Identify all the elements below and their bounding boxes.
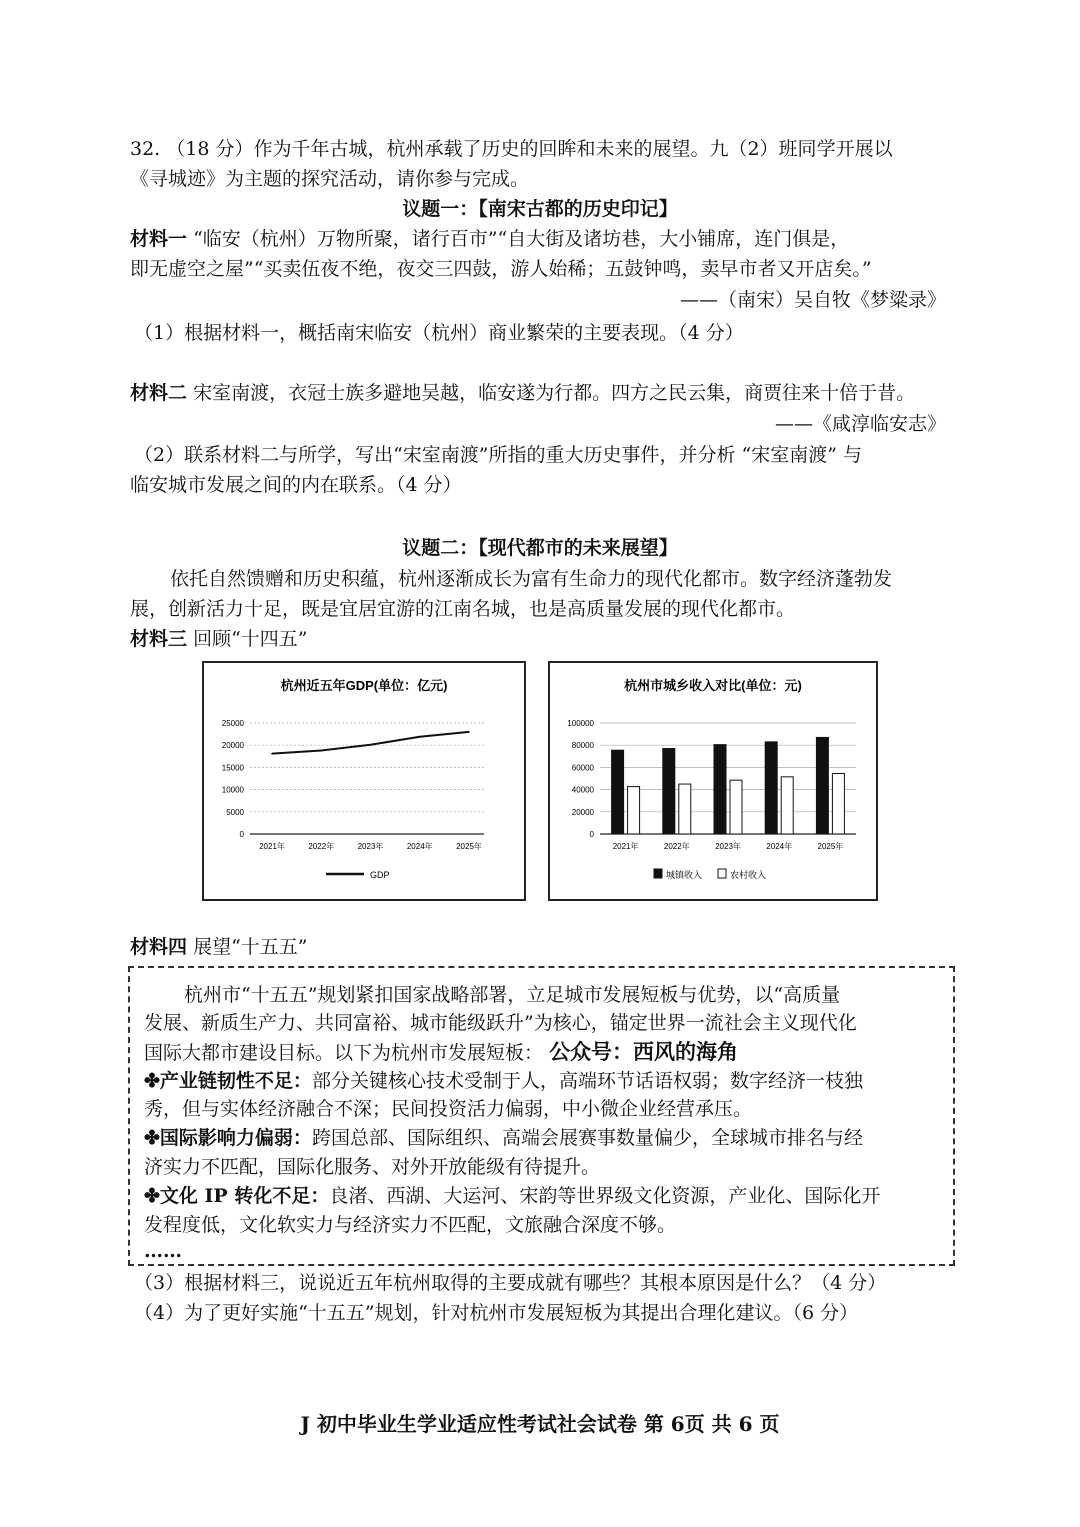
gdp-y-tick-label: 15000 [221,763,244,773]
bullet2-title: 国际影响力偏弱： [159,1127,312,1149]
material1-text1: “临安（杭州）万物所聚，诸行百市”“自大街及诸坊巷，大小铺席，连门俱是， [193,228,850,250]
material1-label: 材料一 [130,228,188,250]
urban-income-bar [663,749,675,834]
income-x-tick-label: 2021年 [612,842,639,851]
gdp-chart-title: 杭州近五年GDP(单位：亿元) [280,678,448,693]
gdp-x-tick-label: 2023年 [357,842,384,851]
box-ellipsis: …… [144,1240,182,1262]
income-x-tick-label: 2024年 [766,842,793,851]
page-footer: J 初中毕业生学业适应性考试社会试卷 第 6页 共 6 页 [300,1412,780,1436]
bullet2-text1: 跨国总部、国际组织、高端会展赛事数量偏少，全球城市排名与经 [311,1127,863,1149]
bullet2-line2: 济实力不匹配，国际化服务、对外开放能级有待提升。 [144,1156,601,1178]
material1-source: ——（南宋）吴自牧《梦粱录》 [679,289,946,311]
material3-line [130,626,308,652]
bullet3-title: 文化 IP 转化不足： [159,1185,330,1207]
box-paragraph-text3: 国际大都市建设目标。以下为杭州市发展短板： [144,1042,544,1064]
income-chart [548,661,878,901]
material1-line2: 即无虚空之屋”“买卖伍夜不绝，夜交三四鼓，游人始稀；五鼓钟鸣，卖早市者又开店矣。” [130,258,872,280]
income-legend-swatch [718,869,726,878]
question-32-line1: 32. （18 分）作为千年古城，杭州承载了历史的回眸和未来的展望。九（2）班同学开展以 [130,138,893,160]
rural-income-bar [832,774,844,834]
material4-text: 展望“十五五” [193,936,308,958]
income-legend-swatch [654,869,662,878]
question-2-line1: （2）联系材料二与所学，写出“宋室南渡”所指的重大历史事件，并分析 “宋室南渡” 与 [134,444,863,466]
question-32-line2: 《寻城迹》为主题的探究活动，请你参与完成。 [130,168,530,190]
gdp-chart-svg [204,663,524,899]
gdp-x-tick-label: 2025年 [456,842,482,851]
question-2-line2: 临安城市发展之间的内在联系。（4 分） [130,474,462,496]
urban-income-bar [816,737,828,834]
gdp-data-point [468,731,470,733]
gdp-data-point [419,736,421,738]
income-chart-svg [550,663,876,899]
material2-line [130,380,915,406]
topic1-title: 议题一：【南宋古都的历史印记】 [402,198,678,220]
income-x-tick-label: 2022年 [663,842,690,851]
bullet2-line1 [144,1125,863,1151]
gdp-y-tick-label: 0 [239,830,244,839]
rural-income-bar [781,777,793,834]
question-1: （1）根据材料一，概括南宋临安（杭州）商业繁荣的主要表现。（4 分） [134,322,744,344]
income-chart-title: 杭州市城乡收入对比(单位：元) [624,678,802,693]
topic2-intro2: 展，创新活力十足，既是宜居宜游的江南名城，也是高质量发展的现代化都市。 [130,598,796,620]
gdp-x-tick-label: 2021年 [259,842,285,851]
income-y-tick-label: 80000 [571,741,594,751]
bullet1-icon: ✤ [144,1070,160,1092]
material2-source: ——《咸淳临安志》 [774,413,946,435]
box-paragraph-line2: 发展、新质生产力、共同富裕、城市能级跃升”为核心，锚定世界一流社会主义现代化 [144,1012,857,1034]
income-y-tick-label: 60000 [571,763,594,773]
topic2-title: 议题二：【现代都市的未来展望】 [402,537,678,559]
bullet2-icon: ✤ [144,1127,160,1149]
urban-income-bar [612,750,624,834]
bullet1-title: 产业链韧性不足： [159,1070,312,1092]
bullet3-text1: 良渚、西湖、大运河、宋韵等世界级文化资源，产业化、国际化开 [329,1185,881,1207]
box-paragraph-line1: 杭州市“十五五”规划紧扣国家战略部署，立足城市发展短板与优势，以“高质量 [184,984,841,1006]
question-3: （3）根据材料三，说说近五年杭州取得的主要成就有哪些？其根本原因是什么？（4 分） [134,1272,887,1294]
material3-label: 材料三 [130,628,188,650]
bullet1-text1: 部分关键核心技术受制于人，高端环节话语权弱；数字经济一枝独 [311,1070,863,1092]
gdp-data-point [370,744,372,746]
rural-income-bar [679,784,691,834]
bullet1-line2: 秀，但与实体经济融合不深；民间投资活力偏弱，中小微企业经营承压。 [144,1098,753,1120]
rural-income-bar [730,780,742,834]
gdp-x-tick-label: 2024年 [406,842,433,851]
gdp-y-tick-label: 20000 [221,741,244,751]
gdp-data-point [271,753,273,755]
income-y-tick-label: 20000 [571,807,594,817]
material2-label: 材料二 [130,382,188,404]
watermark-text: 公众号：西风的海角 [549,1039,739,1064]
gdp-legend-label: GDP [370,870,390,880]
income-x-tick-label: 2025年 [817,842,844,851]
income-y-tick-label: 40000 [571,785,594,795]
question-4: （4）为了更好实施“十五五”规划，针对杭州市发展短板为其提出合理化建议。（6 分） [134,1302,859,1324]
gdp-chart [202,661,526,901]
urban-income-bar [765,742,777,834]
bullet3-line2: 发程度低，文化软实力与经济实力不匹配，文旅融合深度不够。 [144,1214,677,1236]
material1-line1 [130,226,849,252]
income-legend-label: 城镇收入 [666,870,703,880]
bullet1-line1 [144,1068,863,1094]
material4-label: 材料四 [130,936,188,958]
income-y-tick-label: 0 [589,830,594,839]
urban-income-bar [714,745,726,834]
gdp-y-tick-label: 10000 [221,785,244,795]
gdp-x-tick-label: 2022年 [308,842,335,851]
rural-income-bar [628,787,640,834]
topic2-intro1: 依托自然馈赠和历史积蕴，杭州逐渐成长为富有生命力的现代化都市。数字经济蓬勃发 [170,568,893,590]
bullet3-line1 [144,1183,880,1209]
material4-line [130,934,308,960]
bullet3-icon: ✤ [144,1185,160,1207]
material3-text: 回顾“十四五” [193,628,308,650]
income-y-tick-label: 100000 [567,719,594,728]
income-x-tick-label: 2023年 [715,842,741,851]
gdp-y-tick-label: 5000 [226,807,244,817]
gdp-data-point [320,750,322,752]
material2-text: 宋室南渡，衣冠士族多避地吴越，临安遂为行都。四方之民云集，商贾往来十倍于昔。 [193,382,916,404]
box-paragraph-line3 [144,1039,738,1066]
income-legend-label: 农村收入 [730,870,767,880]
gdp-y-tick-label: 25000 [221,719,244,728]
gdp-series-line [272,732,469,754]
